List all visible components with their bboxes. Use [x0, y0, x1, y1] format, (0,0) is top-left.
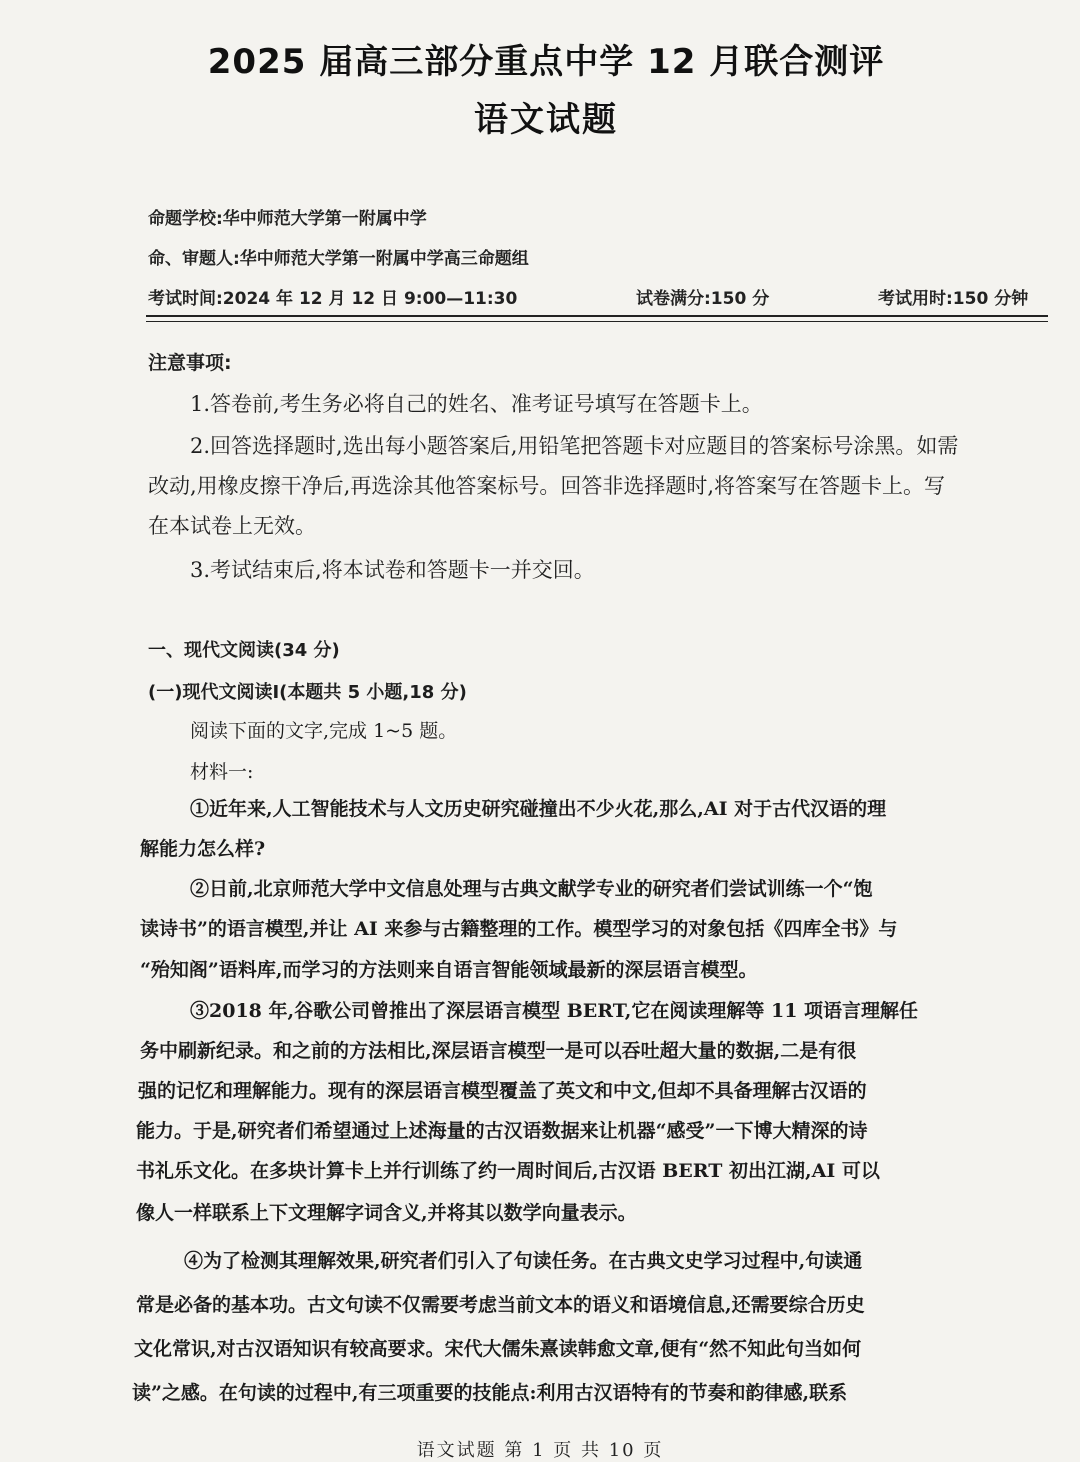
subsection-heading: (一)现代文阅读Ⅰ(本题共 5 小题,18 分) [148, 682, 467, 703]
page-footer: 语文试题 第 1 页 共 10 页 [416, 1440, 664, 1461]
text-line: ②日前,北京师范大学中文信息处理与古典文献学专业的研究者们尝试训练一个“饱 [190, 878, 873, 900]
info-time: 考试时间:2024 年 12 月 12 日 9:00—11:30 [148, 289, 518, 309]
section-heading: 一、现代文阅读(34 分) [148, 640, 340, 661]
text-line: 读”之感。在句读的过程中,有三项重要的技能点:利用古汉语特有的节奏和韵律感,联系 [132, 1382, 848, 1404]
text-line: 常是必备的基本功。古文句读不仅需要考虑当前文本的语义和语境信息,还需要综合历史 [136, 1294, 865, 1316]
info-exam-meta [148, 284, 1048, 309]
text-line: 像人一样联系上下文理解字词含义,并将其以数学向量表示。 [136, 1202, 637, 1224]
notice-item-1: 1.答卷前,考生务必将自己的姓名、准考证号填写在答题卡上。 [190, 392, 763, 416]
info-school: 命题学校:华中师范大学第一附属中学 [148, 209, 427, 229]
exam-title: 2025 届高三部分重点中学 12 月联合测评 [207, 42, 885, 82]
info-duration: 考试用时:150 分钟 [878, 289, 1029, 309]
exam-subtitle: 语文试题 [474, 100, 618, 140]
text-line: 解能力怎么样? [140, 838, 266, 860]
notice-heading: 注意事项: [148, 352, 232, 374]
material-label: 材料一: [190, 761, 254, 783]
text-line: ③2018 年,谷歌公司曾推出了深层语言模型 BERT,它在阅读理解等 11 项语言理解任 [190, 1000, 919, 1022]
notice-item-3: 3.考试结束后,将本试卷和答题卡一并交回。 [190, 558, 595, 582]
reading-instruction: 阅读下面的文字,完成 1~5 题。 [190, 720, 458, 742]
text-line: 务中刷新纪录。和之前的方法相比,深层语言模型一是可以吞吐超大量的数据,二是有很 [140, 1040, 857, 1062]
text-line: 文化常识,对古汉语知识有较高要求。宋代大儒朱熹读韩愈文章,便有“然不知此句当如何 [134, 1338, 862, 1360]
text-line: 读诗书”的语言模型,并让 AI 来参与古籍整理的工作。模型学习的对象包括《四库全书》与 [140, 918, 898, 940]
notice-item-2-line-2: 改动,用橡皮擦干净后,再选涂其他答案标号。回答非选择题时,将答案写在答题卡上。写 [148, 474, 946, 498]
header-divider-thick [146, 315, 1048, 317]
text-line: 强的记忆和理解能力。现有的深层语言模型覆盖了英文和中文,但却不具备理解古汉语的 [138, 1080, 867, 1102]
text-line: ①近年来,人工智能技术与人文历史研究碰撞出不少火花,那么,AI 对于古代汉语的理 [190, 798, 887, 820]
text-line: 能力。于是,研究者们希望通过上述海量的古汉语数据来让机器“感受”一下博大精深的诗 [136, 1120, 868, 1142]
notice-item-2-line-3: 在本试卷上无效。 [148, 514, 316, 538]
notice-item-2-line-1: 2.回答选择题时,选出每小题答案后,用铅笔把答题卡对应题目的答案标号涂黑。如需 [190, 434, 959, 458]
info-full-score: 试卷满分:150 分 [636, 289, 770, 309]
info-reviewers: 命、审题人:华中师范大学第一附属中学高三命题组 [148, 249, 529, 269]
header-divider-thin [146, 321, 1048, 322]
text-line: 书礼乐文化。在多块计算卡上并行训练了约一周时间后,古汉语 BERT 初出江湖,AI 可以 [136, 1160, 880, 1182]
text-line: ④为了检测其理解效果,研究者们引入了句读任务。在古典文史学习过程中,句读通 [184, 1250, 863, 1272]
text-line: “殆知阁”语料库,而学习的方法则来自语言智能领域最新的深层语言模型。 [140, 959, 758, 981]
